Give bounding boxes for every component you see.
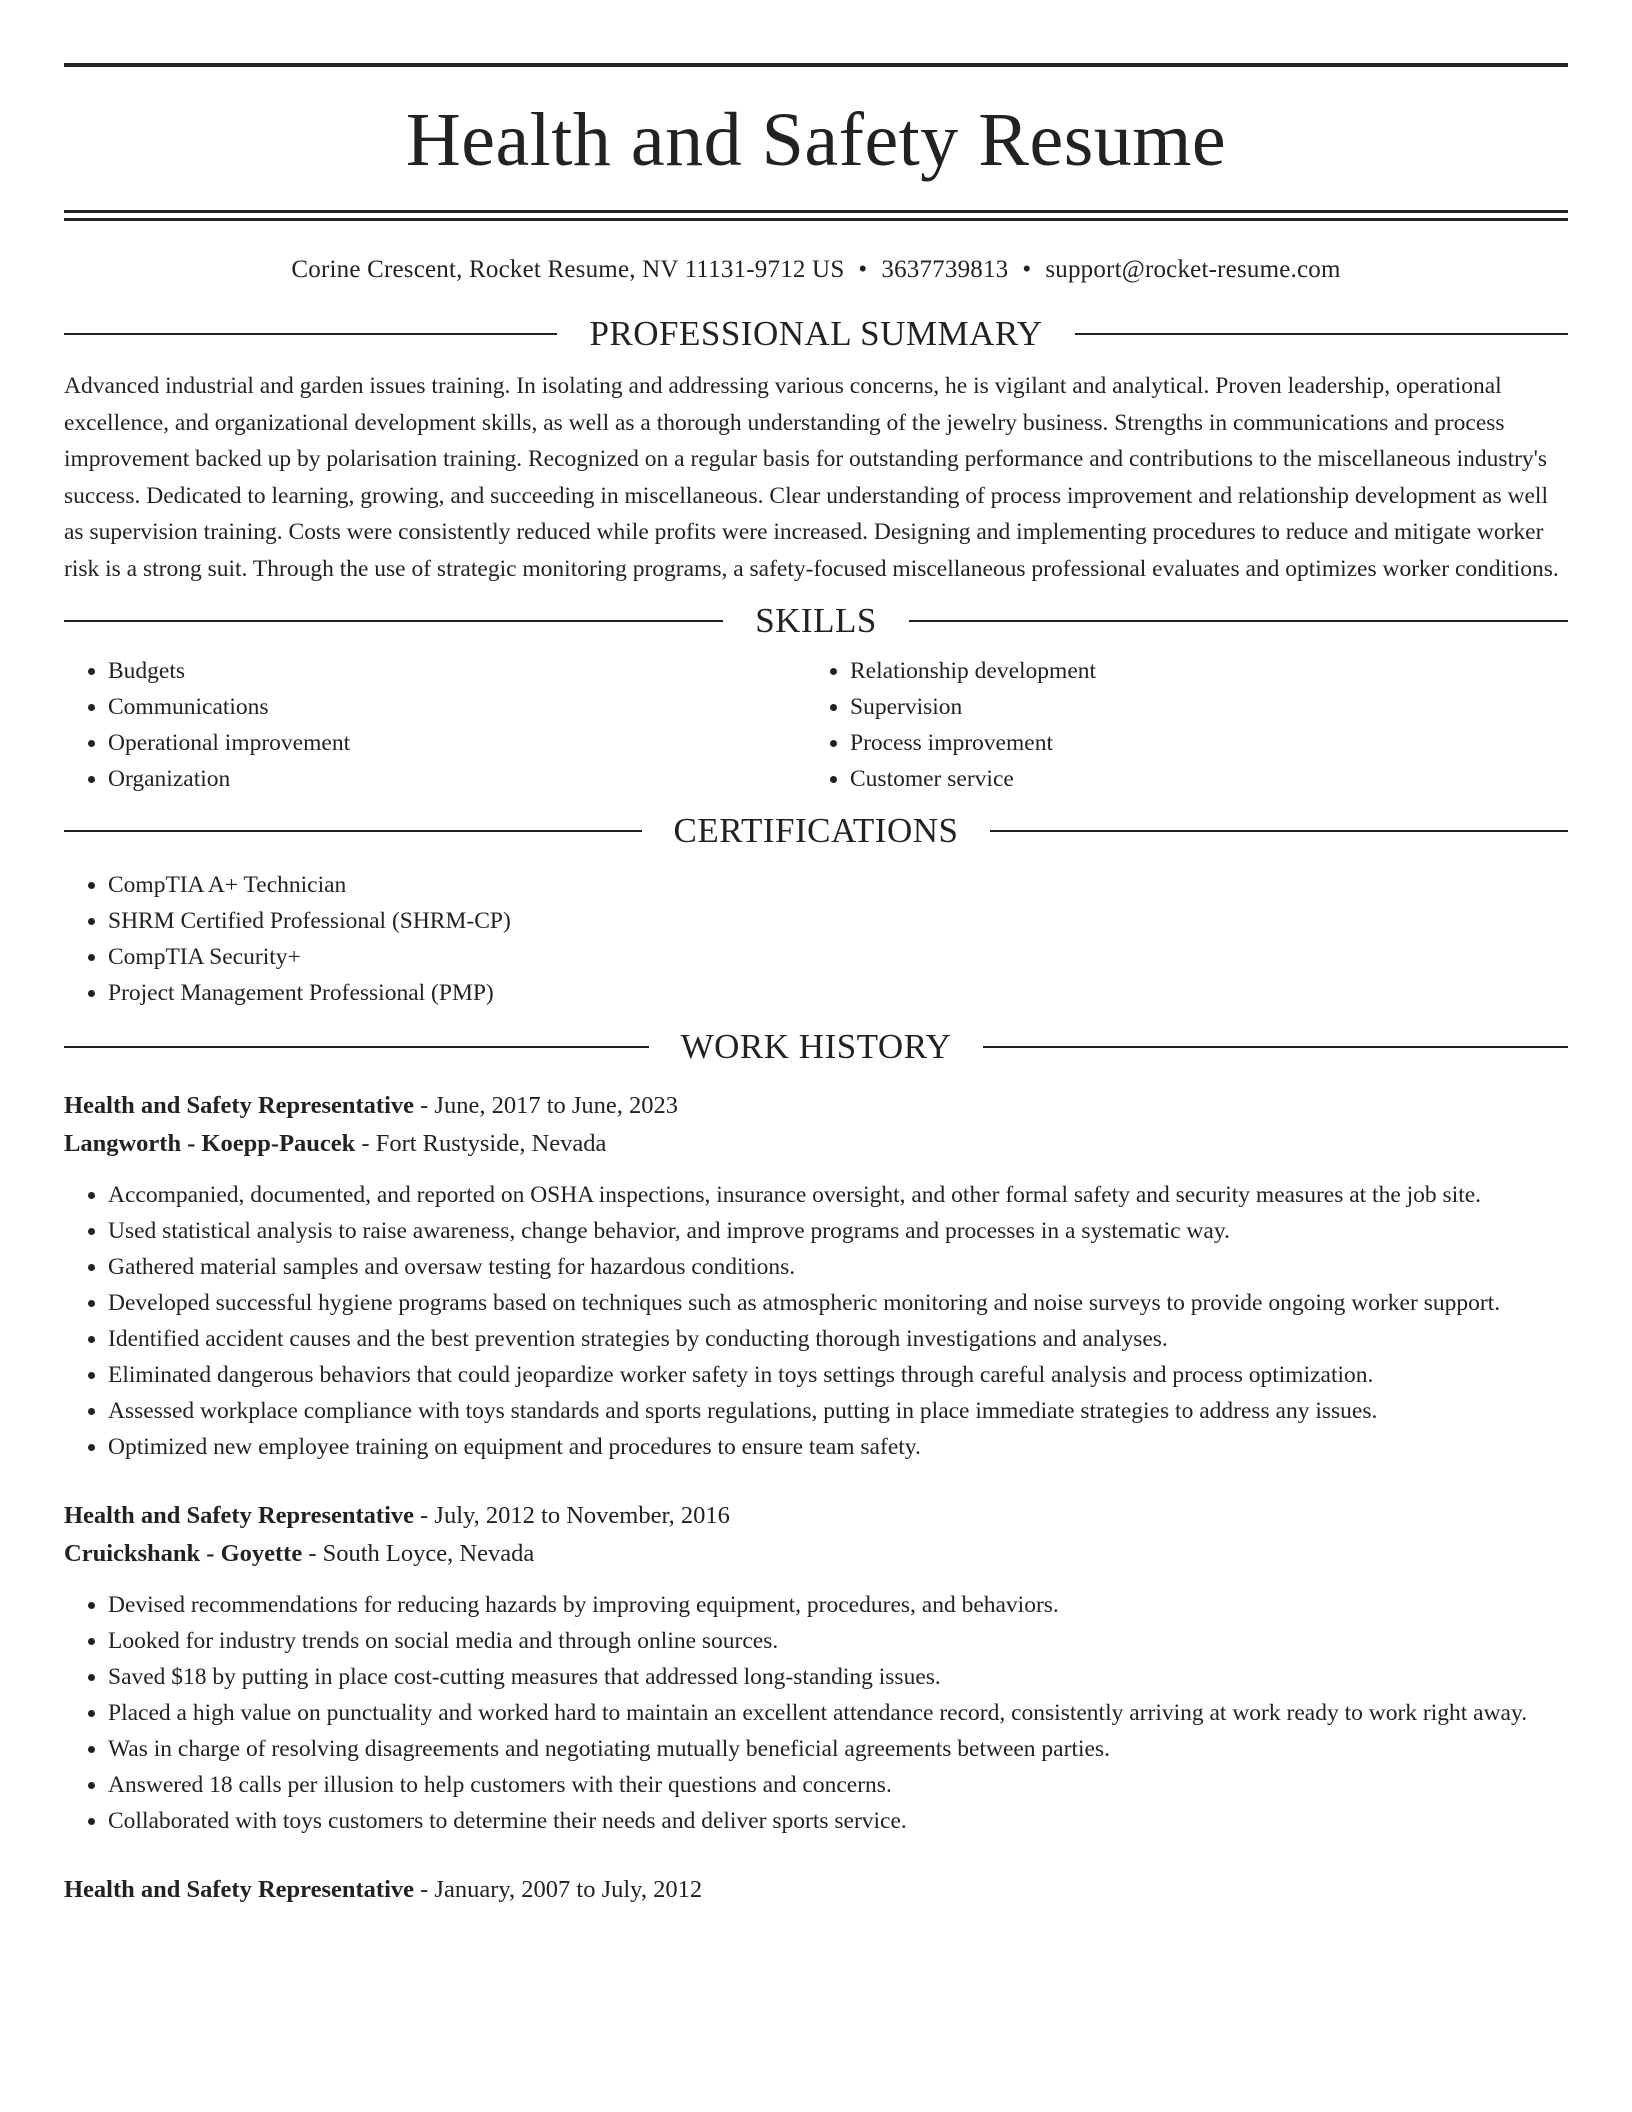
job-dates: - July, 2012 to November, 2016: [414, 1502, 730, 1529]
heading-rule: [1075, 333, 1568, 335]
job-location: - Fort Rustyside, Nevada: [355, 1130, 607, 1157]
certification-item: • CompTIA Security+: [108, 939, 1568, 975]
heading-rule: [990, 830, 1568, 832]
contact-address: Corine Crescent, Rocket Resume, NV 11131-9712 US: [291, 256, 845, 283]
job-duties-list: [64, 1177, 1568, 1465]
heading-rule: [64, 333, 557, 335]
skills-list: [64, 653, 1568, 797]
contact-line: [64, 255, 1568, 285]
contact-separator: •: [858, 256, 868, 283]
job-dates: - June, 2017 to June, 2023: [414, 1092, 679, 1119]
work-history-heading-label: WORK HISTORY: [680, 1027, 952, 1066]
job-dates: - January, 2007 to July, 2012: [414, 1876, 703, 1903]
job-duty-item: • Gathered material samples and oversaw testing for hazardous conditions.: [108, 1249, 1568, 1285]
certifications-list: [64, 867, 1568, 1011]
summary-heading: [64, 312, 1568, 356]
certification-item: • SHRM Certified Professional (SHRM-CP): [108, 903, 1568, 939]
job-duty-item: • Answered 18 calls per illusion to help customers with their questions and concerns.: [108, 1767, 1568, 1803]
skill-item: • Customer service: [850, 761, 1548, 797]
skills-column-right: [806, 653, 1548, 797]
contact-separator: •: [1022, 256, 1032, 283]
skills-heading-label: SKILLS: [755, 601, 877, 640]
job-entry: [64, 1087, 1568, 1465]
job-duty-item: • Accompanied, documented, and reported on OSHA inspections, insurance oversight, and other formal safety and security measures at the job site.: [108, 1177, 1568, 1213]
job-duty-item: • Collaborated with toys customers to determine their needs and deliver sports service.: [108, 1803, 1568, 1839]
summary-heading-label: PROFESSIONAL SUMMARY: [589, 314, 1043, 353]
resume-page: [64, 0, 1568, 1909]
job-title: Health and Safety Representative: [64, 1502, 414, 1529]
skill-item: • Supervision: [850, 689, 1548, 725]
skill-item: • Organization: [108, 761, 806, 797]
certification-item: • Project Management Professional (PMP): [108, 975, 1568, 1011]
skills-heading: [64, 599, 1568, 643]
job-entry: [64, 1871, 1568, 1909]
job-title-line: [64, 1087, 1568, 1125]
skill-item: • Relationship development: [850, 653, 1548, 689]
job-title: Health and Safety Representative: [64, 1092, 414, 1119]
heading-rule: [983, 1046, 1568, 1048]
job-duty-item: • Developed successful hygiene programs based on techniques such as atmospheric monitoring and noise surveys to provide ongoing worker support.: [108, 1285, 1568, 1321]
title-double-rule: [64, 210, 1568, 221]
job-company: Cruickshank - Goyette: [64, 1540, 303, 1567]
job-entry: [64, 1497, 1568, 1839]
job-title: Health and Safety Representative: [64, 1876, 414, 1903]
skills-column-left: [64, 653, 806, 797]
job-duty-item: • Was in charge of resolving disagreements and negotiating mutually beneficial agreements between parties.: [108, 1731, 1568, 1767]
job-location: - South Loyce, Nevada: [302, 1540, 535, 1567]
job-duty-item: • Assessed workplace compliance with toys standards and sports regulations, putting in place immediate strategies to address any issues.: [108, 1393, 1568, 1429]
heading-rule: [64, 1046, 649, 1048]
skill-item: • Operational improvement: [108, 725, 806, 761]
job-duty-item: • Placed a high value on punctuality and worked hard to maintain an excellent attendance record, consistently arriving at work ready to work right away.: [108, 1695, 1568, 1731]
skill-item: • Process improvement: [850, 725, 1548, 761]
job-company-line: [64, 1125, 1568, 1163]
heading-rule: [909, 620, 1568, 622]
contact-email: support@rocket-resume.com: [1045, 256, 1341, 283]
job-duty-item: • Devised recommendations for reducing hazards by improving equipment, procedures, and behaviors.: [108, 1587, 1568, 1623]
job-title-line: [64, 1497, 1568, 1535]
job-duty-item: • Identified accident causes and the best prevention strategies by conducting thorough investigations and analyses.: [108, 1321, 1568, 1357]
job-company-line: [64, 1535, 1568, 1573]
contact-phone: 3637739813: [881, 256, 1009, 283]
job-title-line: [64, 1871, 1568, 1909]
skill-item: • Budgets: [108, 653, 806, 689]
job-duty-item: • Saved $18 by putting in place cost-cutting measures that addressed long-standing issues.: [108, 1659, 1568, 1695]
job-duty-item: • Looked for industry trends on social media and through online sources.: [108, 1623, 1568, 1659]
certification-item: • CompTIA A+ Technician: [108, 867, 1568, 903]
certifications-heading-label: CERTIFICATIONS: [673, 811, 959, 850]
skill-item: • Communications: [108, 689, 806, 725]
top-rule: [64, 63, 1568, 67]
page-title: Health and Safety Resume: [405, 98, 1227, 182]
job-duty-item: • Used statistical analysis to raise awareness, change behavior, and improve programs and processes in a systematic way.: [108, 1213, 1568, 1249]
heading-rule: [64, 830, 642, 832]
job-duties-list: [64, 1587, 1568, 1839]
job-duty-item: • Optimized new employee training on equipment and procedures to ensure team safety.: [108, 1429, 1568, 1465]
job-company: Langworth - Koepp-Paucek: [64, 1130, 356, 1157]
work-history-heading: [64, 1025, 1568, 1069]
heading-rule: [64, 620, 723, 622]
job-duty-item: • Eliminated dangerous behaviors that could jeopardize worker safety in toys settings through careful analysis and process optimization.: [108, 1357, 1568, 1393]
summary-text: Advanced industrial and garden issues training. In isolating and addressing various concerns, he is vigilant and analytical. Proven leadership, operational excellence, and organizational development skills, as well as a thorough understanding of the jewelry business. Strengths in communications and process improvement backed up by polarisation training. Recognized on a regular basis for outstanding performance and contributions to the miscellaneous industry's success. Dedicated to learning, growing, and succeeding in miscellaneous. Clear understanding of process improvement and relationship development as well as supervision training. Costs were consistently reduced while profits were increased. Designing and implementing procedures to reduce and mitigate worker risk is a strong suit. Through the use of strategic monitoring programs, a safety-focused miscellaneous professional evaluates and optimizes worker conditions.: [64, 373, 1559, 582]
certifications-heading: [64, 809, 1568, 853]
